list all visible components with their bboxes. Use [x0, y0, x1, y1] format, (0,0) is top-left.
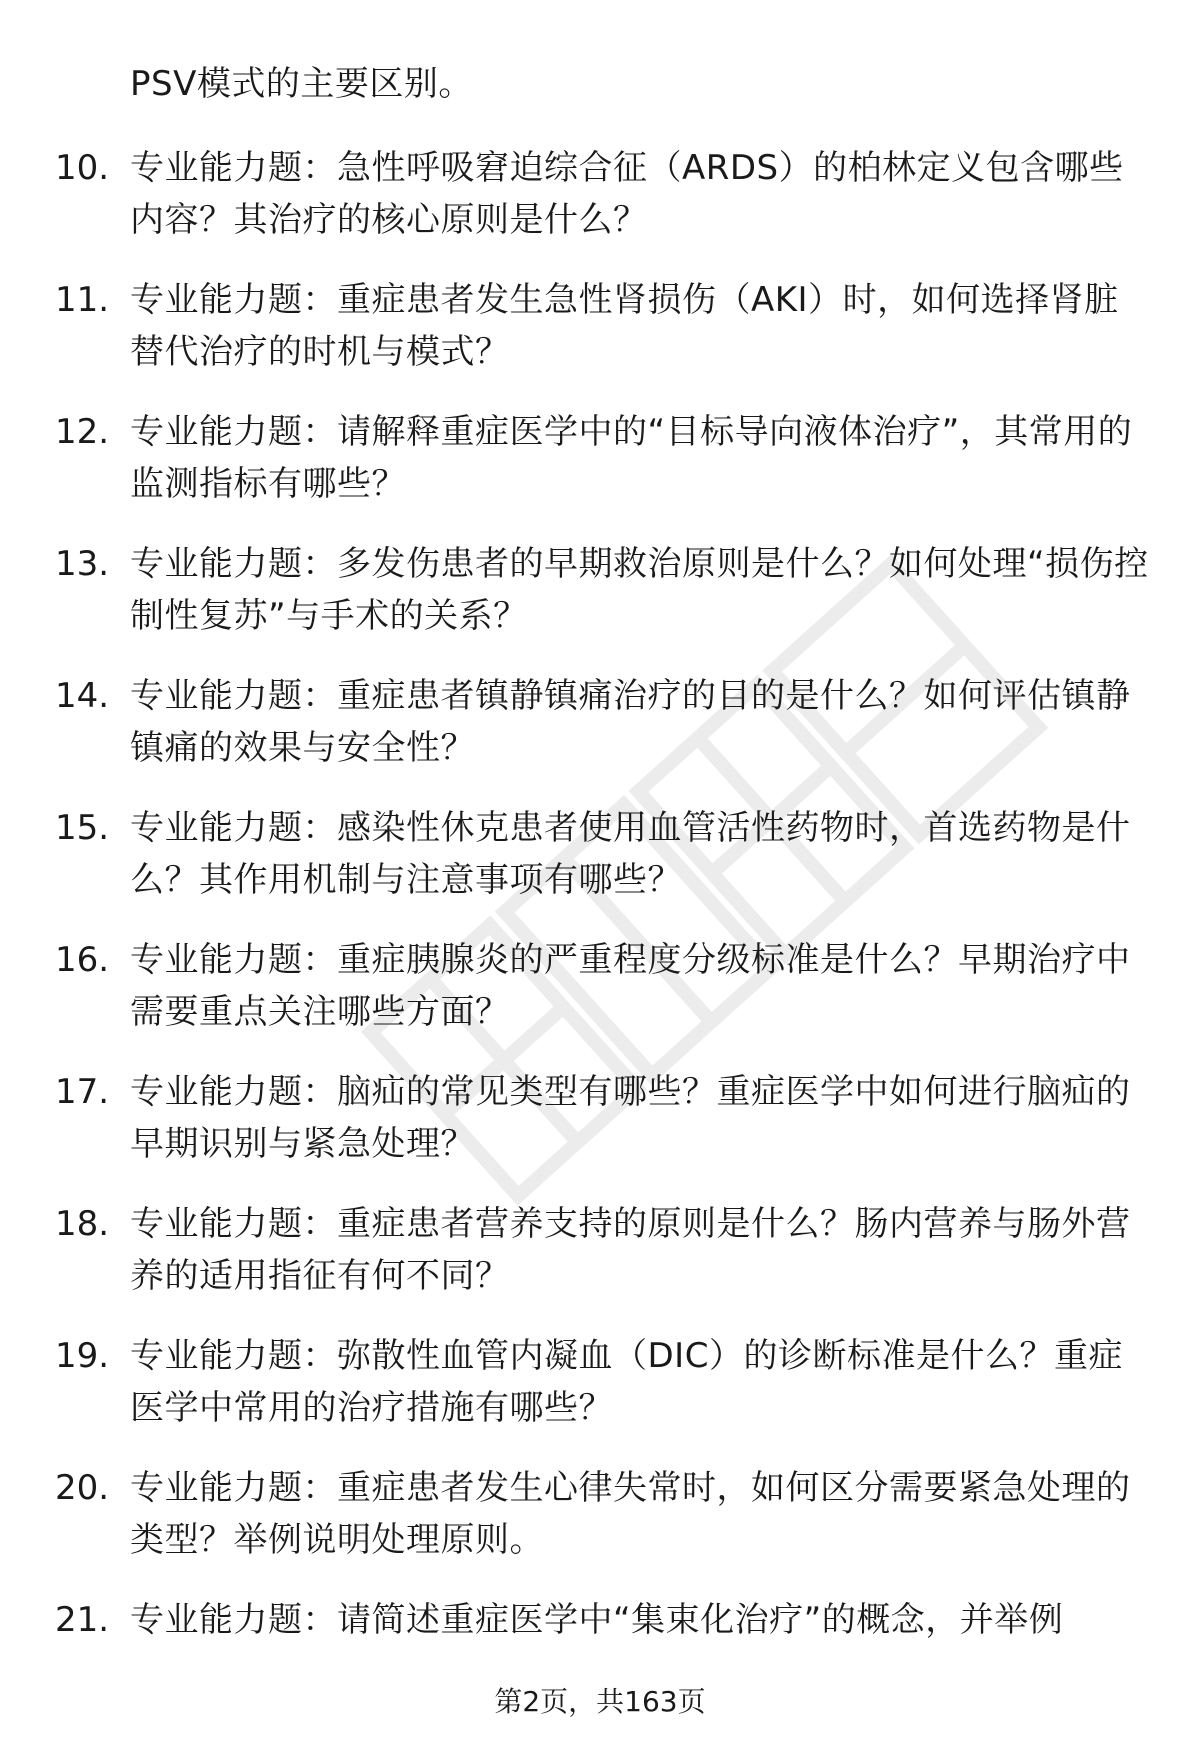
question-text: 专业能力题：重症患者营养支持的原则是什么？肠内营养与肠外营养的适用指征有何不同？	[130, 1204, 1131, 1296]
question-number: 15.	[55, 808, 110, 848]
list-item	[0, 1330, 1200, 1462]
question-text: 专业能力题：弥散性血管内凝血（DIC）的诊断标准是什么？重症医学中常用的治疗措施有哪些？	[130, 1336, 1123, 1428]
question-number: 13.	[55, 544, 110, 584]
carryover-text: PSV模式的主要区别。	[130, 64, 473, 104]
list-item	[0, 1066, 1200, 1198]
question-text: 专业能力题：多发伤患者的早期救治原则是什么？如何处理“损伤控制性复苏”与手术的关系？	[130, 544, 1149, 636]
question-text: 专业能力题：急性呼吸窘迫综合征（ARDS）的柏林定义包含哪些内容？其治疗的核心原则是什么？	[130, 148, 1124, 240]
question-text: 专业能力题：重症胰腺炎的严重程度分级标准是什么？早期治疗中需要重点关注哪些方面？	[130, 940, 1131, 1032]
list-item	[0, 670, 1200, 802]
question-number: 10.	[55, 148, 110, 188]
list-item	[0, 274, 1200, 406]
question-number: 11.	[55, 280, 110, 320]
question-number: 16.	[55, 940, 110, 980]
question-text: 专业能力题：脑疝的常见类型有哪些？重症医学中如何进行脑疝的早期识别与紧急处理？	[130, 1072, 1131, 1164]
list-item	[0, 142, 1200, 274]
question-text: 专业能力题：请简述重症医学中“集束化治疗”的概念，并举例	[130, 1600, 1064, 1640]
list-item	[0, 802, 1200, 934]
question-number: 19.	[55, 1336, 110, 1376]
list-item	[0, 406, 1200, 538]
question-number: 12.	[55, 412, 110, 452]
question-number: 17.	[55, 1072, 110, 1112]
question-text: 专业能力题：感染性休克患者使用血管活性药物时，首选药物是什么？其作用机制与注意事项有哪些？	[130, 808, 1131, 900]
list-item	[0, 1462, 1200, 1594]
list-item	[0, 1198, 1200, 1330]
question-text: 专业能力题：请解释重症医学中的“目标导向液体治疗”，其常用的监测指标有哪些？	[130, 412, 1133, 504]
question-text: 专业能力题：重症患者镇静镇痛治疗的目的是什么？如何评估镇静镇痛的效果与安全性？	[130, 676, 1131, 768]
question-text: 专业能力题：重症患者发生心律失常时，如何区分需要紧急处理的类型？举例说明处理原则。	[130, 1468, 1131, 1560]
question-text: 专业能力题：重症患者发生急性肾损伤（AKI）时，如何选择肾脏替代治疗的时机与模式？	[130, 280, 1119, 372]
question-number: 18.	[55, 1204, 110, 1244]
question-list	[0, 142, 1200, 1726]
list-item	[0, 538, 1200, 670]
question-number: 14.	[55, 676, 110, 716]
list-item	[0, 934, 1200, 1066]
page-footer: 第2页，共163页	[494, 1685, 706, 1718]
question-number: 21.	[55, 1600, 110, 1640]
question-number: 20.	[55, 1468, 110, 1508]
